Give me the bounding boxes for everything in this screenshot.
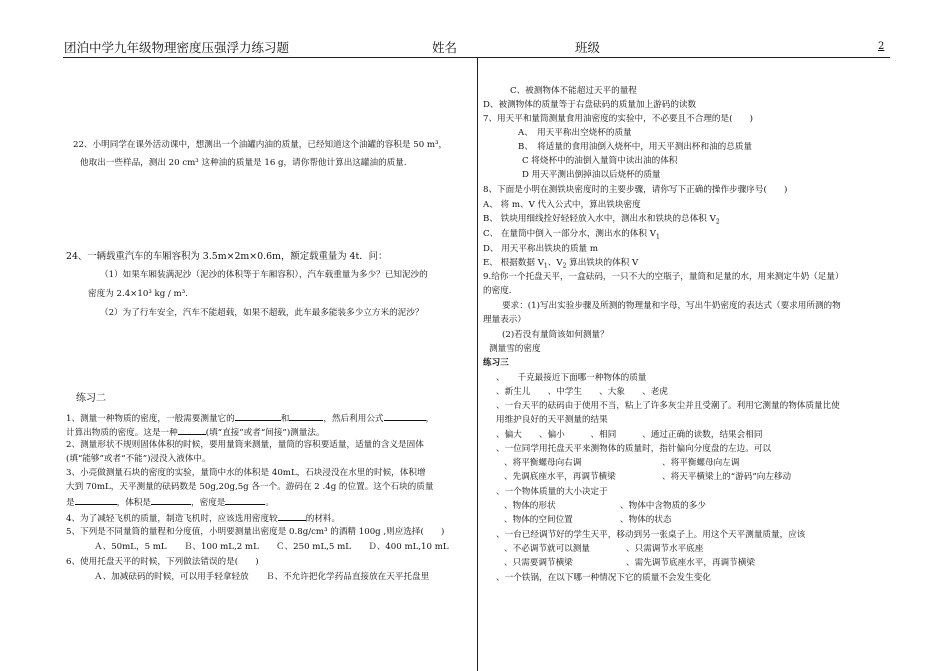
r-line-33a: 、不必调节就可以测量	[504, 544, 590, 554]
class-label: 班级	[575, 40, 601, 55]
r-line-17: 理量表示）	[483, 315, 526, 325]
q24-line-3: 密度为 2.4×10³ kg / m³.	[88, 289, 188, 299]
q24-line-1: 24、一辆载重汽车的车厢容积为 3.5m×2m×0.6m，额定载重量为 4t．问：	[66, 251, 388, 262]
subscript: 2	[715, 218, 720, 226]
r-line-12: D、 用天平称出铁块的质量 m	[483, 244, 599, 254]
r-line-13-c: 算出铁块的体积 V	[566, 258, 639, 268]
r-line-34a: 、只需要调节横梁	[504, 558, 573, 568]
q22-line-2: 他取出一些样品，测出 20 cm³ 这种油的质量是 16 g，请你帮他计算出这罐油的质量.	[80, 158, 407, 168]
subscript: 1	[655, 233, 660, 241]
r-line-21: 、 千克最接近下面哪一种物体的质量	[496, 373, 647, 383]
r-line-28b: 、将天平横梁上的“游码”向左移动	[662, 472, 792, 482]
r-line-19: 测量雪的密度	[489, 344, 541, 354]
r-line-03: 7、用天平和量筒测量食用油密度的实验中，不必要且不合理的是( )	[483, 114, 753, 124]
name-label: 姓名	[432, 40, 458, 55]
p4-text-b: 的材料。	[305, 514, 341, 524]
r-line-11	[483, 229, 660, 240]
r-line-33b: 、只需调节水平底座	[626, 544, 704, 554]
p3-text-a: 是	[66, 498, 75, 508]
r-line-14: 9.给你一个托盘天平，一盒砝码，一只不大的空瓶子，量筒和足量的水，用来测定牛奶（足量）	[483, 272, 844, 282]
r-line-09: A、 将 m、V 代入公式中，算出铁块密度	[483, 200, 641, 210]
blank[interactable]	[75, 496, 117, 505]
p1-text-a: 1、测量一种物质的密度，一般需要测量它的	[66, 414, 235, 424]
p1-text-f: (填“直接”或者“间接”)测量法。	[205, 428, 325, 438]
p3-text-d: 。	[265, 498, 274, 508]
p1-text-e: 计算出物质的密度。这是一种	[66, 428, 178, 438]
p3-text-b: ，体积是	[116, 498, 151, 508]
r-line-30a: 、物体的形状	[504, 501, 556, 511]
r-line-15: 的密度.	[483, 286, 512, 296]
p3-line-3	[66, 496, 274, 509]
subscript: 2	[562, 262, 567, 270]
blank[interactable]	[178, 426, 206, 435]
p5-options: Ａ、50mL，5 mL Ｂ、100 mL,2 mL Ｃ、250 mL,5 mL Ｄ、400 mL,10 mL	[94, 542, 449, 552]
r-line-05: B、 将适量的食用油倒入烧杯中，用天平测出杯和油的总质量	[518, 142, 753, 152]
p2-line-1: 2、测量形状不规则固体体积的时候，要用量筒来测量，量筒的容积要适量，适量的含义是固体	[66, 440, 424, 450]
subscript: 1	[543, 262, 548, 270]
section-heading-exercise-2: 练习二	[76, 393, 106, 404]
r-line-08: 8、下面是小明在测铁块密度时的主要步骤，请你写下正确的操作步骤序号( )	[483, 185, 788, 195]
section-heading-exercise-3: 练习三	[483, 358, 509, 368]
p2-line-2: (填“能够”或者“不能”)浸没入液体中。	[66, 454, 211, 464]
p1-line-2	[66, 426, 325, 439]
document-title: 团泊中学九年级物理密度压强浮力练习题	[64, 40, 290, 55]
r-line-31b: 、物体的状态	[620, 515, 672, 525]
q24-line-4: （2）为了行车安全，汽车不能超载，如果不超载，此车最多能装多少立方米的泥沙？	[100, 308, 424, 318]
r-line-31a: 、物体的空间位置	[504, 515, 573, 525]
r-line-24: 用维护良好的天平测量的结果	[496, 415, 608, 425]
r-line-26: 、一位同学用托盘天平来测物体的质量时，指针偏向分度盘的左边。可以	[496, 444, 772, 454]
r-line-34b: 、需先调节底座水平，再调节横梁	[626, 558, 755, 568]
r-line-13	[483, 258, 638, 269]
p1-line-1	[66, 412, 434, 425]
r-line-16: 要求：(1)写出实验步骤及所测的物理量和字母，写出牛奶密度的表达式（要求用所测的物	[502, 301, 841, 311]
blank[interactable]	[151, 496, 191, 505]
r-line-32: 、一台已经调节好的学生天平，移动到另一张桌子上。用这个天平测量质量，应该	[496, 530, 806, 540]
blank[interactable]	[384, 412, 426, 421]
p4-text-a: 4、为了减轻飞机的质量，制造飞机时，应该选用密度较	[66, 514, 278, 524]
page-number: 2	[878, 41, 885, 52]
blank[interactable]	[289, 412, 323, 421]
p4-line	[66, 512, 340, 525]
r-line-06: C 将烧杯中的油倒入量筒中读出油的体积	[522, 156, 678, 166]
r-line-11-text: C、 在量筒中倒入一部分水，测出水的体积 V	[483, 229, 656, 239]
p3-text-c: ，密度是	[191, 498, 226, 508]
r-line-23: 、一台天平的砝码由于使用不当，粘上了许多灰尘并且受潮了。利用它测量的物体质量比使	[496, 401, 840, 411]
q22-line-1: 22、小明同学在课外活动课中，想测出一个油罐内油的质量，已经知道这个油罐的容积是 50 m³，	[73, 140, 448, 150]
r-line-13-a: E、 根据数据 V	[483, 258, 544, 268]
p3-line-2: 大到 70mL，天平测量的砝码数是 50g,20g,5g 各一个。游码在 2 .4g 的位置。这个石块的质量	[66, 482, 434, 492]
p5-line-1: 5、下列是不同量筒的量程和分度值，小明要测量出密度是 0.8g/cm³ 的酒精 100g ,则应选择( )	[66, 527, 445, 537]
r-line-22: 、新生儿 、中学生 、大象 、老虎	[496, 387, 668, 397]
r-line-28a: 、先调底座水平，再调节横梁	[504, 472, 616, 482]
p6-line-2: Ａ、加减砝码的时候，可以用手轻拿轻放 Ｂ、不允许把化学药品直接放在天平托盘里	[94, 572, 430, 582]
r-line-10	[483, 214, 720, 225]
r-line-30b: 、物体中含物质的多少	[620, 501, 706, 511]
r-line-29: 、一个物体质量的大小决定于	[496, 487, 608, 497]
p1-text-c: ，然后利用公式	[323, 414, 384, 424]
r-line-07: D 用天平测出倒掉油以后烧杯的质量	[522, 170, 661, 180]
r-line-13-b: 、V	[547, 258, 563, 268]
r-line-01: C、被测物体不能超过天平的量程	[510, 86, 637, 96]
r-line-35: 、一个铁锅，在以下哪一种情况下它的质量不会发生变化	[496, 573, 711, 583]
p1-text-d: ，	[425, 414, 435, 424]
blank[interactable]	[278, 512, 306, 521]
p6-line-1: 6、使用托盘天平的时候，下列做法错误的是( )	[66, 557, 259, 567]
r-line-27b: 、将平衡螺母向左调	[662, 458, 740, 468]
r-line-18: (2)若没有量筒该如何测量？	[502, 330, 609, 340]
q24-line-2: （1）如果车厢装满泥沙（泥沙的体积等于车厢容积），汽车载重量为多少？已知泥沙的	[100, 270, 428, 280]
r-line-27a: 、将平衡螺母向右调	[504, 458, 582, 468]
r-line-10-text: B、 铁块用细线拴好轻轻放入水中，测出水和铁块的总体积 V	[483, 214, 716, 224]
r-line-04: A、 用天平称出空烧杯的质量	[518, 128, 632, 138]
column-divider	[477, 58, 478, 671]
blank[interactable]	[235, 412, 281, 421]
p1-text-b: 和	[280, 414, 290, 424]
blank[interactable]	[225, 496, 265, 505]
r-line-02: D、被测物体的质量等于右盘砝码的质量加上游码的读数	[483, 100, 697, 110]
p3-line-1: 3、小亮做测量石块的密度的实验，量筒中水的体积是 40mL，石块浸没在水里的时候，体积增	[66, 468, 426, 478]
r-line-25: 、偏大 、偏小 、相同 、通过正确的读数，结果会相同	[496, 430, 763, 440]
